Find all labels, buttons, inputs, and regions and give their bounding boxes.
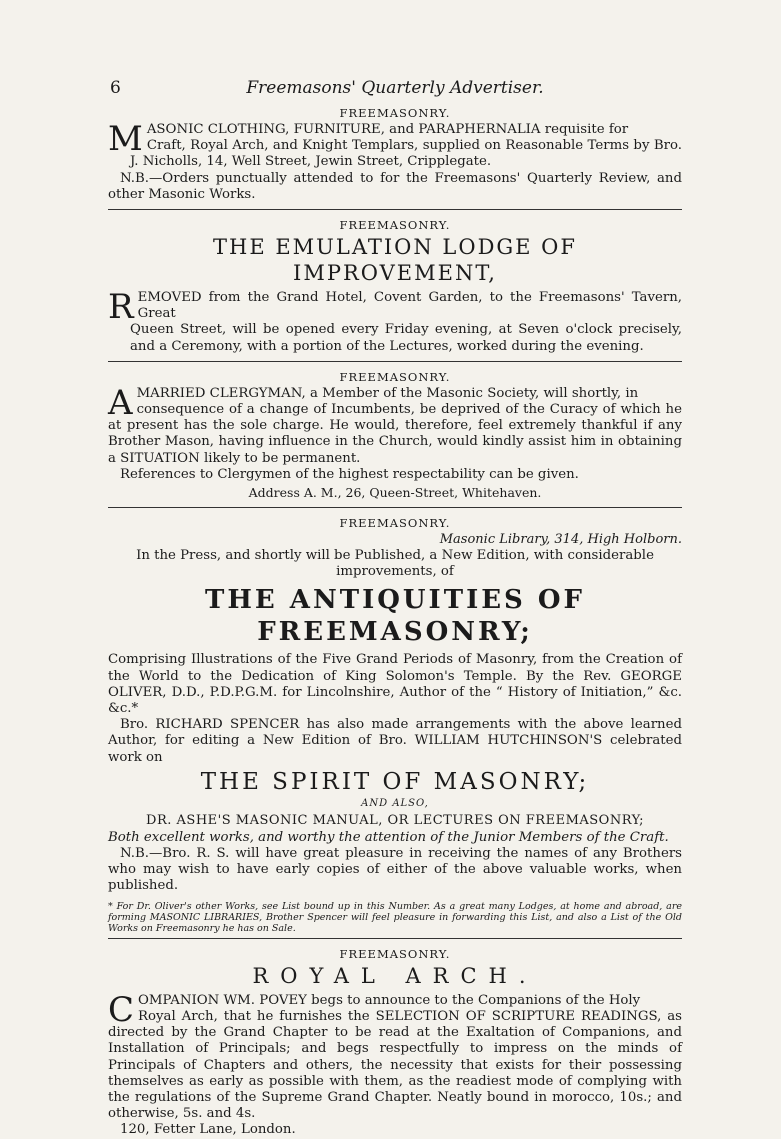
ad-title: THE ANTIQUITIES OF FREEMASONRY; xyxy=(205,585,585,648)
drop-letter: A xyxy=(108,382,133,423)
ad-first-line: OMPANION WM. POVEY begs to announce to the Companions of the Holy xyxy=(138,992,641,1008)
ad-address: 120, Fetter Lane, London. xyxy=(120,1122,296,1138)
ad-body: Royal Arch, that he furnishes the SELECTION OF SCRIPTURE READINGS, as directed by the Grand Chapter to be read at the Exaltation of Companions, and Installation of Principals; and begs respectfully to impress on the minds of Principals of Chapters and others, the necessity that exists for their possessing themselves as early as possible with them, as the readiest mode of complying with the regulations of the Supreme Grand Chapter. Neatly bound in morocco, 10s.; and otherwise, 5s. and 4s. xyxy=(108,1008,682,1122)
ad-title-2: THE SPIRIT OF MASONRY; xyxy=(200,768,590,795)
divider xyxy=(108,209,682,210)
ad-first-line: EMOVED from the Grand Hotel, Covent Garden, to the Freemasons' Tavern, Great xyxy=(137,290,682,322)
drop-letter: C xyxy=(108,989,135,1030)
journal-title: Freemasons' Quarterly Advertiser. xyxy=(246,78,544,98)
ad-header: FREEMASONRY. xyxy=(339,106,451,120)
ad-married-clergyman xyxy=(108,370,682,501)
page-number: 6 xyxy=(110,78,121,98)
ad-footnote: * For Dr. Oliver's other Works, see List bound up in this Number. As a great many Lodges, at home and abroad, are forming MASONIC LIBRARIES, Brother Spencer will feel pleasure in forwarding this List, and also a List of the Old Works on Freemasonry he has on Sale. xyxy=(108,900,682,934)
ad-royal-arch xyxy=(108,947,682,1139)
ad-header: FREEMASONRY. xyxy=(339,218,451,233)
running-head xyxy=(108,78,682,102)
drop-letter: M xyxy=(108,119,143,159)
ad-header: FREEMASONRY. xyxy=(339,516,451,531)
ad-emulation-lodge xyxy=(108,218,682,355)
ad-first-line: MARRIED CLERGYMAN, a Member of the Masonic Society, will shortly, in xyxy=(136,385,639,401)
divider xyxy=(108,361,682,362)
ad-body: Comprising Illustrations of the Five Grand Periods of Masonry, from the Creation of the World to the Dedication of King Solomon's Temple. By the Rev. GEORGE OLIVER, D.D., P.D.P.G.M. for Lincolnshire, Author of the “ History of Initiation,” &c. &c.* xyxy=(108,652,682,717)
ad-first-line: ASONIC CLOTHING, FURNITURE, and PARAPHERNALIA requisite for xyxy=(146,122,629,137)
ad-and-also: AND ALSO, xyxy=(361,797,429,809)
drop-letter: R xyxy=(108,287,134,328)
ad-body-4: N.B.—Bro. R. S. will have great pleasure in receiving the names of any Brothers who may wish to have early copies of either of the above valuable works, when published. xyxy=(108,846,682,894)
ad-address: Address A. M., 26, Queen-Street, Whitehaven. xyxy=(248,485,542,501)
ads-column xyxy=(108,106,682,1139)
ad-subtitle: DR. ASHE'S MASONIC MANUAL, OR LECTURES ON FREEMASONRY; xyxy=(146,812,644,828)
ad-note: N.B.—Orders punctually attended to for the Freemasons' Quarterly Review, and other Masonic Works. xyxy=(108,170,682,202)
ad-header: FREEMASONRY. xyxy=(339,369,451,384)
ad-location: Masonic Library, 314, High Holborn. xyxy=(439,532,682,548)
ad-body: Craft, Royal Arch, and Knight Templars, supplied on Reasonable Terms by Bro. J. Nicholls, 14, Well Street, Jewin Street, Cripplegate. xyxy=(130,138,682,170)
ad-body-3: Both excellent works, and worthy the attention of the Junior Members of the Craft. xyxy=(108,829,669,845)
ad-title: ROYAL ARCH. xyxy=(252,963,538,988)
divider xyxy=(108,507,682,508)
ad-title: THE EMULATION LODGE OF IMPROVEMENT, xyxy=(213,235,577,286)
ad-body: consequence of a change of Incumbents, be deprived of the Curacy of which he at present has the sole charge. He would, therefore, feel extremely thankful if any Brother Mason, having influence in the Church, would kindly assist him in obtaining a SITUATION likely to be permanent. xyxy=(108,402,682,466)
ad-intro: In the Press, and shortly will be Published, a New Edition, with considerable improvements, of xyxy=(136,548,654,580)
divider xyxy=(108,938,682,939)
ad-antiquities xyxy=(108,516,682,934)
ad-body: Queen Street, will be opened every Friday evening, at Seven o'clock precisely, and a Ceremony, with a portion of the Lectures, worked during the evening. xyxy=(130,322,682,354)
ad-body-2: Bro. RICHARD SPENCER has also made arrangements with the above learned Author, for editing a New Edition of Bro. WILLIAM HUTCHINSON'S celebrated work on xyxy=(108,717,682,765)
ad-masonic-clothing xyxy=(108,106,682,203)
ad-header: FREEMASONRY. xyxy=(339,946,451,961)
ad-references: References to Clergymen of the highest respectability can be given. xyxy=(120,466,579,482)
